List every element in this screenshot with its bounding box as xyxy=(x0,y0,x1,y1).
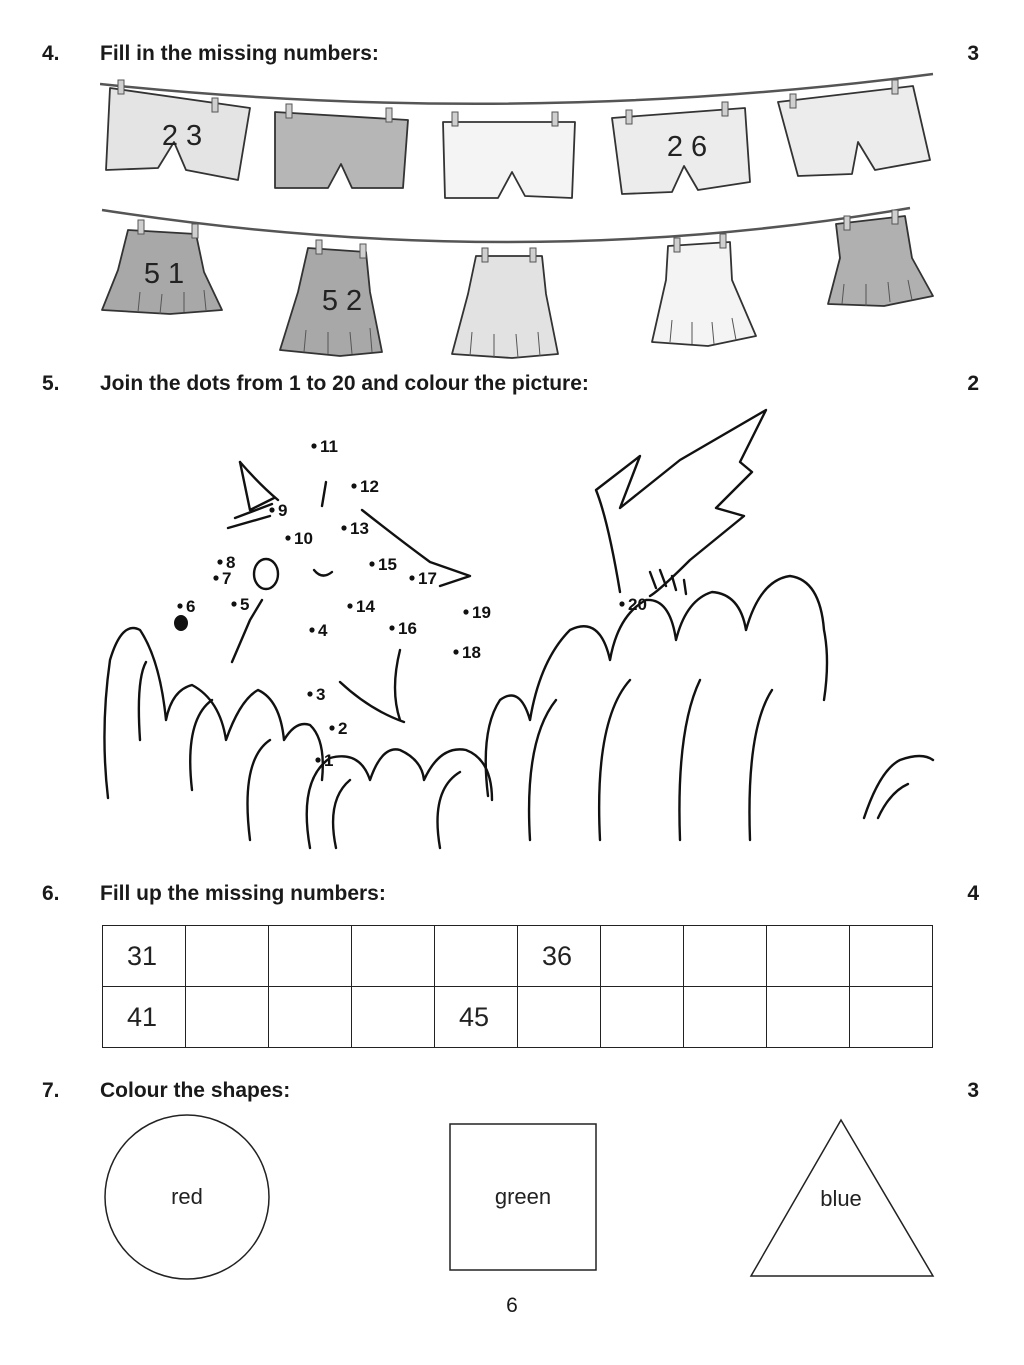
dot-3[interactable] xyxy=(307,685,325,704)
grid-cell-blank[interactable] xyxy=(269,926,352,987)
cat-mouth xyxy=(314,570,332,576)
question-6-number: 6. xyxy=(42,882,60,905)
dot-point xyxy=(213,575,218,580)
question-6-title: Fill up the missing numbers: xyxy=(100,882,386,905)
dot-label: 19 xyxy=(472,603,491,622)
grid-cell-blank[interactable] xyxy=(186,987,269,1048)
dot-point xyxy=(409,575,414,580)
question-4-title: Fill in the missing numbers: xyxy=(100,42,379,65)
square-label: green xyxy=(494,1184,552,1209)
dot-point xyxy=(177,603,182,608)
dot-point xyxy=(315,757,320,762)
dot-17[interactable] xyxy=(409,569,437,588)
dot-point xyxy=(307,691,312,696)
dot-point xyxy=(619,601,624,606)
clothesline-rope-2 xyxy=(102,208,910,242)
dot-point xyxy=(311,443,316,448)
dot-point xyxy=(369,561,374,566)
question-6-marks: 4 xyxy=(967,882,979,905)
question-4-marks: 3 xyxy=(967,42,979,65)
dot-point xyxy=(389,625,394,630)
cat-eye xyxy=(254,559,278,589)
dot-label: 20 xyxy=(628,595,647,614)
dot-point xyxy=(347,603,352,608)
dot-2[interactable] xyxy=(329,719,347,738)
question-5-title: Join the dots from 1 to 20 and colour the picture: xyxy=(100,372,589,395)
grid-row xyxy=(103,926,933,987)
grid-cell-blank[interactable] xyxy=(850,926,933,987)
grass-far-right xyxy=(864,756,933,818)
grid-cell-blank[interactable] xyxy=(684,926,767,987)
dot-6[interactable] xyxy=(177,597,195,616)
dot-12[interactable] xyxy=(351,477,379,496)
dot-label: 14 xyxy=(356,597,375,616)
grid-cell-blank[interactable] xyxy=(684,987,767,1048)
dot-point xyxy=(231,601,236,606)
grid-cell-blank[interactable] xyxy=(601,926,684,987)
grid-cell-blank[interactable] xyxy=(269,987,352,1048)
dot-point xyxy=(463,609,468,614)
dot-point xyxy=(329,725,334,730)
dot-point xyxy=(269,507,274,512)
grid-cell-blank[interactable] xyxy=(352,926,435,987)
shorts-label-1: 2 3 xyxy=(161,120,203,152)
shorts-5[interactable] xyxy=(778,86,930,176)
dot-label: 5 xyxy=(240,595,250,614)
dot-15[interactable] xyxy=(347,597,375,616)
dot-point xyxy=(351,483,356,488)
dot-4[interactable] xyxy=(309,621,328,640)
dot-label: 1 xyxy=(324,751,334,770)
dot-18[interactable] xyxy=(453,643,481,662)
numbered-dots xyxy=(177,437,647,770)
question-7-number: 7. xyxy=(42,1079,60,1102)
dot-label: 10 xyxy=(294,529,313,548)
grid-cell-filled: 45 xyxy=(435,987,518,1048)
dot-label: 11 xyxy=(320,437,338,456)
question-5-number: 5. xyxy=(42,372,60,395)
page-number: 6 xyxy=(506,1294,518,1317)
dot-point xyxy=(309,627,314,632)
grid-cell-filled: 41 xyxy=(103,987,186,1048)
grid-cell-blank[interactable] xyxy=(767,926,850,987)
dot-point xyxy=(217,559,222,564)
number-grid xyxy=(102,925,933,1048)
grid-cell-blank[interactable] xyxy=(352,987,435,1048)
grid-cell-blank[interactable] xyxy=(601,987,684,1048)
grass-left-inner xyxy=(139,662,270,840)
dot-13[interactable] xyxy=(341,519,369,538)
grid-cell-blank[interactable] xyxy=(186,926,269,987)
dot-label: 17 xyxy=(418,569,437,588)
dot-11[interactable] xyxy=(311,437,338,456)
shorts-3[interactable] xyxy=(443,122,575,198)
dot-label: 4 xyxy=(318,621,328,640)
dot-label: 8 xyxy=(226,553,236,572)
question-4-number: 4. xyxy=(42,42,60,65)
dot-label: 15 xyxy=(378,555,397,574)
dot-label: 13 xyxy=(350,519,369,538)
grid-cell-filled: 36 xyxy=(518,926,601,987)
clothesline-illustration xyxy=(100,70,940,360)
grid-cell-filled: 31 xyxy=(103,926,186,987)
dot-5[interactable] xyxy=(231,595,249,614)
dot-label: 2 xyxy=(338,719,348,738)
dot-20[interactable] xyxy=(619,595,647,614)
dot-point xyxy=(453,649,458,654)
cat-leg xyxy=(395,650,400,720)
grass-right-inner xyxy=(529,680,772,840)
dot-label: 16 xyxy=(398,619,417,638)
cat-back xyxy=(362,510,470,586)
triangle-label: blue xyxy=(820,1186,862,1211)
dot-14[interactable] xyxy=(369,555,397,574)
shapes-panel xyxy=(100,1110,940,1285)
grass-middle-inner xyxy=(333,772,460,848)
dot-label: 12 xyxy=(360,477,379,496)
dot-to-dot-illustration xyxy=(100,400,940,850)
dot-8[interactable] xyxy=(217,553,235,572)
question-5-marks: 2 xyxy=(967,372,979,395)
grass-right xyxy=(486,576,827,796)
shorts-label-4: 2 6 xyxy=(666,131,708,163)
dot-19[interactable] xyxy=(463,603,491,622)
dot-label: 7 xyxy=(222,569,232,588)
dot-label: 9 xyxy=(278,501,288,520)
grid-row xyxy=(103,987,933,1048)
dot-label: 6 xyxy=(186,597,196,616)
cat-tail xyxy=(596,410,766,596)
skirt-4[interactable] xyxy=(652,242,756,346)
shorts-2[interactable] xyxy=(275,112,408,188)
skirt-3[interactable] xyxy=(452,256,558,358)
question-7-title: Colour the shapes: xyxy=(100,1079,291,1102)
grid-cell-blank[interactable] xyxy=(518,987,601,1048)
dot-point xyxy=(341,525,346,530)
grid-cell-blank[interactable] xyxy=(850,987,933,1048)
grid-cell-blank[interactable] xyxy=(435,926,518,987)
dot-point xyxy=(285,535,290,540)
grass-left xyxy=(104,628,322,798)
dot-label: 3 xyxy=(316,685,326,704)
skirt-label-1: 5 1 xyxy=(143,258,185,290)
dot-10[interactable] xyxy=(285,529,313,548)
circle-label: red xyxy=(171,1184,203,1209)
grid-cell-blank[interactable] xyxy=(767,987,850,1048)
cat-whiskers xyxy=(228,462,274,528)
black-dot xyxy=(174,615,188,631)
question-7-marks: 3 xyxy=(967,1079,979,1102)
skirt-label-2: 5 2 xyxy=(321,285,363,317)
dot-label: 18 xyxy=(462,643,481,662)
dot-1[interactable] xyxy=(315,751,333,770)
cat-head-stroke xyxy=(322,482,326,506)
dot-16[interactable] xyxy=(389,619,417,638)
